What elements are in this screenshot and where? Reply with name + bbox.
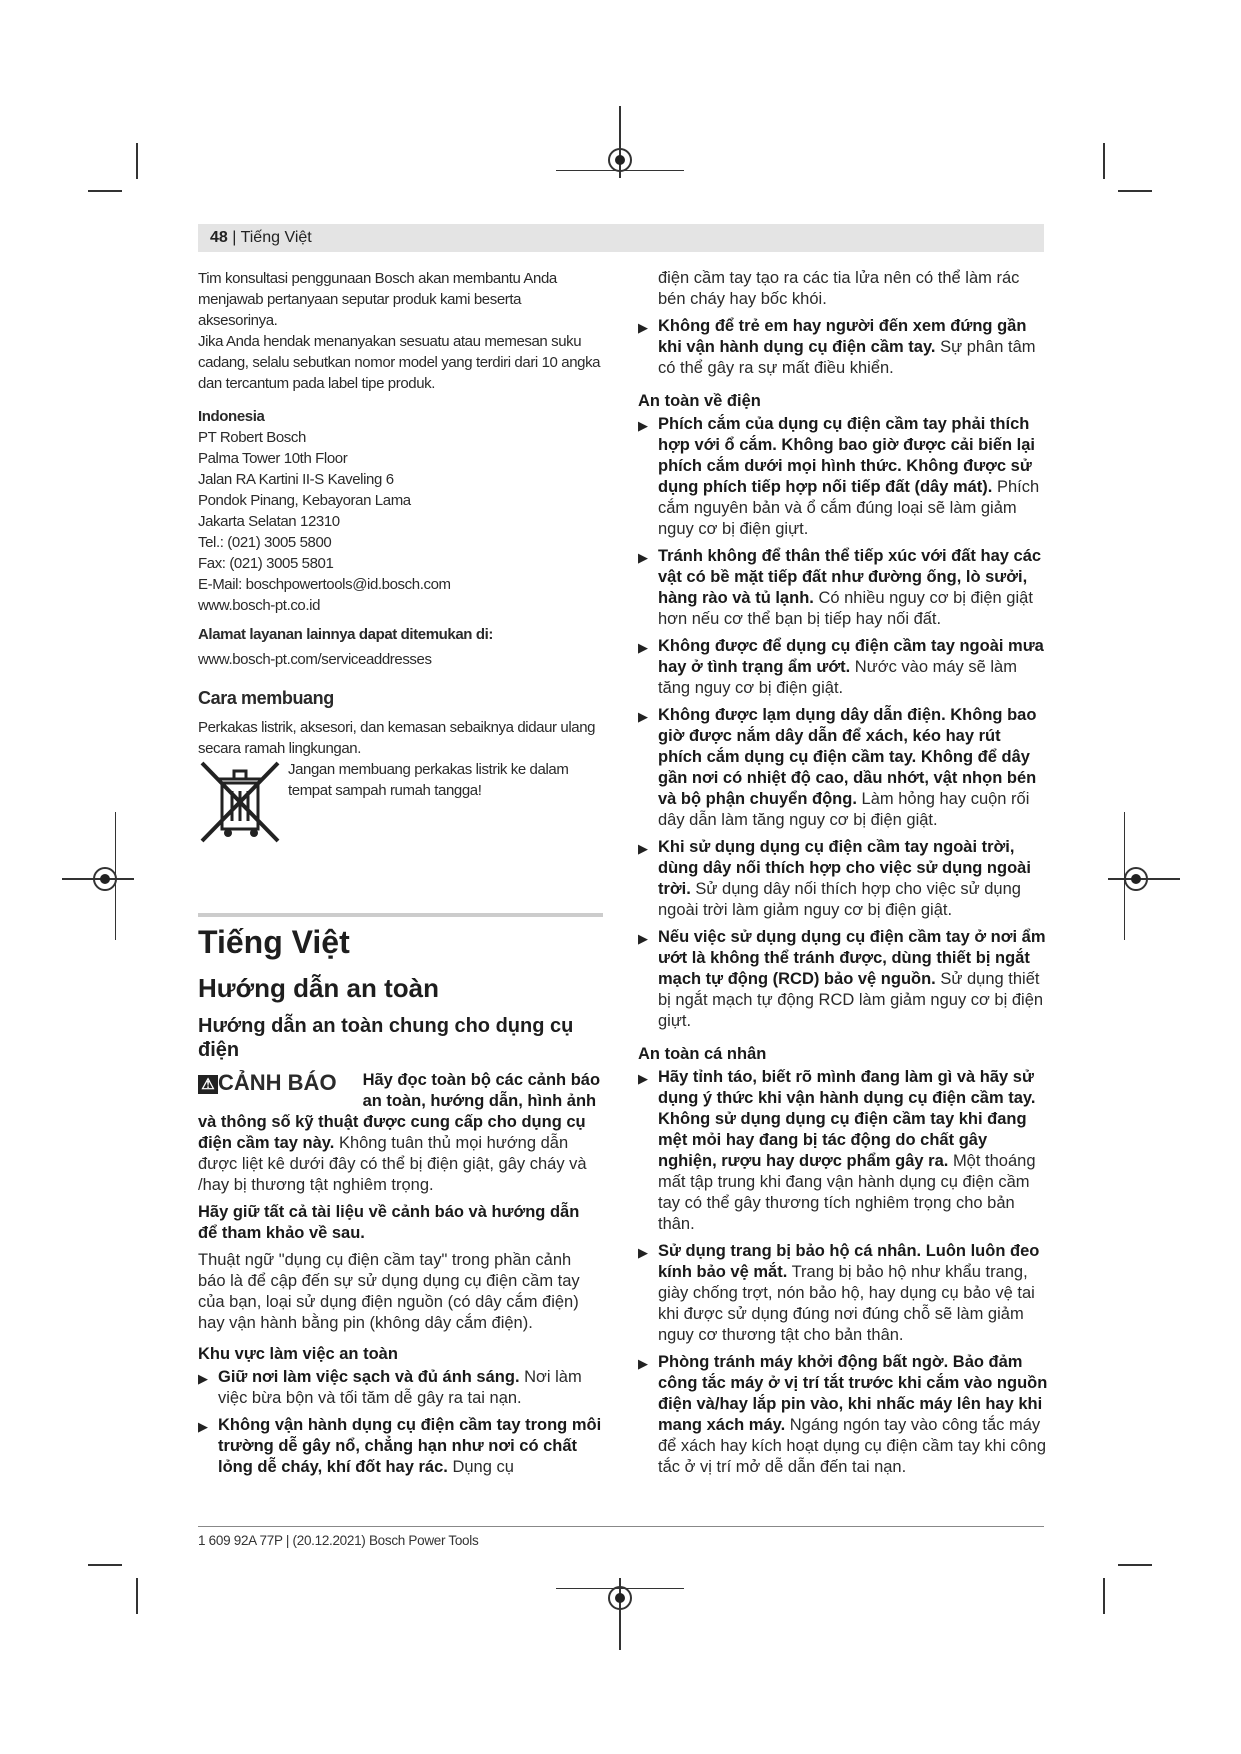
other-addresses-heading: Alamat layanan lainnya dapat ditemukan di:: [198, 626, 493, 643]
crop-mark: [1103, 1578, 1105, 1614]
left-column: [198, 268, 603, 849]
crop-mark: [1103, 143, 1105, 179]
registration-mark-icon: [93, 867, 117, 891]
warning-text: Không tuân thủ mọi hướng dẫn được liệt kê dưới đây có thể bị điện giật, gây cháy và /hay bị thương tật nghiêm trọng.: [198, 1134, 587, 1194]
address-line: Jakarta Selatan 12310: [198, 513, 340, 530]
right-column: [638, 268, 1048, 1484]
general-safety-title: Hướng dẫn an toàn chung cho dụng cụ điện: [198, 1015, 574, 1061]
list-item: ▶ Sử dụng trang bị bảo hộ cá nhân. Luôn luôn đeo kính bảo vệ mắt. Trang bị bảo hộ như khẩu trang, giày chống trợt, nón bảo hộ, hay dụng cụ bảo vệ tai khi được sử dụng đúng nơi đúng chỗ sẽ làm giảm nguy cơ thương tật cho bản thân.: [638, 1241, 1048, 1346]
list-item: ▶ Khi sử dụng dụng cụ điện cầm tay ngoài trời, dùng dây nối thích hợp cho việc sử dụng ngoài trời. Sử dụng dây nối thích hợp cho việc sử dụng ngoài trời làm giảm nguy cơ bị điện giật.: [638, 837, 1048, 921]
email-line: E-Mail: boschpowertools@id.bosch.com: [198, 576, 451, 593]
intro-paragraph: Jika Anda hendak menanyakan sesuatu atau memesan suku cadang, selalu sebutkan nomor model yang terdiri dari 10 angka dan tercantum pada label tipe produk.: [198, 333, 601, 392]
warning-bold-text: Hãy đọc toàn bộ các cảnh báo an toàn, hướng dẫn, hình ảnh và thông số kỹ thuật được cung cấp cho dụng cụ điện cầm tay này.: [198, 1071, 601, 1152]
address-line: Jalan RA Kartini II-S Kaveling 6: [198, 471, 394, 488]
safety-title: Hướng dẫn an toàn: [198, 973, 439, 1003]
service-addresses-link[interactable]: www.bosch-pt.com/serviceaddresses: [198, 651, 432, 668]
header-language: Tiếng Việt: [240, 229, 312, 246]
crop-mark: [88, 1564, 122, 1566]
disposal-text: Perkakas listrik, aksesori, dan kemasan sebaiknya didaur ulang secara ramah lingkungan.: [198, 719, 596, 757]
intro-paragraph: Tim konsultasi penggunaan Bosch akan membantu Anda menjawab pertanyaan seputar produk kami beserta aksesorinya.: [198, 270, 557, 329]
work-area-heading: Khu vực làm việc an toàn: [198, 1345, 398, 1363]
warning-label: ⚠ CẢNH BÁO: [198, 1072, 337, 1094]
section-title: Tiếng Việt: [198, 924, 350, 960]
list-item: ▶ Không được lạm dụng dây dẫn điện. Không bao giờ được nắm dây dẫn để xách, kéo hay rút phích cắm dụng cụ điện cầm tay. Không để dây gần nơi có nhiệt độ cao, dầu nhớt, vật nhọn bén và bộ phận chuyển động. Làm hỏng hay cuộn rối dây dẫn làm tăng nguy cơ bị điện giật.: [638, 705, 1048, 831]
page-footer: 1 609 92A 77P | (20.12.2021) Bosch Power Tools: [198, 1533, 479, 1548]
website-link[interactable]: www.bosch-pt.co.id: [198, 597, 321, 614]
registration-mark-icon: [1124, 867, 1148, 891]
crop-mark: [1118, 190, 1152, 192]
disposal-note: Jangan membuang perkakas listrik ke dalam tempat sampah rumah tangga!: [288, 761, 569, 799]
list-item: ▶ Tránh không để thân thể tiếp xúc với đất hay các vật có bề mặt tiếp đất như đường ống, lò sưởi, hàng rào và tủ lạnh. Có nhiều nguy cơ bị điện giật hơn nếu cơ thể bạn bị tiếp hay nối đất.: [638, 546, 1048, 630]
warning-block: [198, 1070, 603, 1196]
registration-mark-icon: [608, 148, 632, 172]
continued-text: điện cầm tay tạo ra các tia lửa nên có thể làm rác bén cháy hay bốc khói.: [658, 269, 1020, 308]
page-header-bar: [198, 224, 1044, 252]
warning-icon: ⚠: [198, 1075, 218, 1094]
crop-mark: [136, 1578, 138, 1614]
crop-mark: [136, 143, 138, 179]
country-heading: Indonesia: [198, 408, 265, 425]
left-viet-column: [198, 922, 603, 1484]
personal-safety-heading: An toàn cá nhân: [638, 1045, 767, 1063]
list-item: ▶ Phòng tránh máy khởi động bất ngờ. Bảo đảm công tắc máy ở vị trí tắt trước khi cắm vào nguồn điện và/hay lắp pin vào, khi nhấc máy lên hay khi mang xách máy. Ngáng ngón tay vào công tắc máy để xách hay kích hoạt dụng cụ điện cầm tay khi công tắc ở vị trí mở dễ dẫn đến tai nạn.: [638, 1352, 1048, 1478]
list-item: ▶ Không để trẻ em hay người đến xem đứng gần khi vận hành dụng cụ điện cầm tay. Sự phân tâm có thể gây ra sự mất điều khiển.: [638, 316, 1048, 379]
list-item: ▶ Không vận hành dụng cụ điện cầm tay trong môi trường dễ gây nổ, chẳng hạn như nơi có chất lỏng dễ cháy, khí đốt hay rác. Dụng cụ: [198, 1415, 603, 1478]
crop-mark: [88, 190, 122, 192]
list-item: ▶ Không được để dụng cụ điện cầm tay ngoài mưa hay ở tình trạng ẩm ướt. Nước vào máy sẽ làm tăng nguy cơ bị điện giật.: [638, 636, 1048, 699]
keep-docs-text: Hãy giữ tất cả tài liệu về cảnh báo và hướng dẫn để tham khảo về sau.: [198, 1203, 580, 1242]
registration-mark-icon: [608, 1586, 632, 1610]
list-item: ▶ Nếu việc sử dụng dụng cụ điện cầm tay ở nơi ẩm ướt là không thể tránh được, dùng thiết bị ngắt mạch tự động (RCD) bảo vệ nguồn. Sử dụng thiết bị ngắt mạch tự động RCD làm giảm nguy cơ bị điện giựt.: [638, 927, 1048, 1032]
electric-safety-heading: An toàn về điện: [638, 392, 761, 410]
crossed-bin-icon: [198, 759, 284, 845]
footer-rule: [198, 1526, 1044, 1527]
list-item: ▶ Giữ nơi làm việc sạch và đủ ánh sáng. Nơi làm việc bừa bộn và tối tăm dễ gây ra tai nạn.: [198, 1367, 603, 1409]
page-header: 48 | Tiếng Việt: [210, 229, 312, 246]
crop-mark: [1118, 1564, 1152, 1566]
term-text: Thuật ngữ "dụng cụ điện cầm tay" trong phần cảnh báo là để cập đến sự sử dụng dụng cụ điện cầm tay của bạn, loại sử dụng điện nguồn (có dây cắm điện) hay vận hành bằng pin (không dây cắm điện).: [198, 1251, 580, 1332]
fax-line: Fax: (021) 3005 5801: [198, 555, 334, 572]
list-item: ▶ Phích cắm của dụng cụ điện cầm tay phải thích hợp với ổ cắm. Không bao giờ được cải biến lại phích cắm dưới mọi hình thức. Không được sử dụng phích tiếp hợp nối tiếp đất (dây mát). Phích cắm nguyên bản và ổ cắm đúng loại sẽ làm giảm nguy cơ bị điện giựt.: [638, 414, 1048, 540]
page-number: 48: [210, 229, 228, 246]
list-item: ▶ Hãy tỉnh táo, biết rõ mình đang làm gì và hãy sử dụng ý thức khi vận hành dụng cụ điện cầm tay. Không sử dụng dụng cụ điện cầm tay khi đang mệt mỏi hay đang bị tác động do chất gây nghiện, rượu hay dược phẩm gây ra. Một thoáng mất tập trung khi đang vận hành dụng cụ điện cầm tay có thể gây thương tích nghiêm trọng cho bản thân.: [638, 1067, 1048, 1235]
section-divider: [198, 913, 603, 917]
address-line: Pondok Pinang, Kebayoran Lama: [198, 492, 411, 509]
phone-line: Tel.: (021) 3005 5800: [198, 534, 332, 551]
address-line: PT Robert Bosch: [198, 429, 306, 446]
address-line: Palma Tower 10th Floor: [198, 450, 348, 467]
disposal-heading: Cara membuang: [198, 688, 334, 708]
